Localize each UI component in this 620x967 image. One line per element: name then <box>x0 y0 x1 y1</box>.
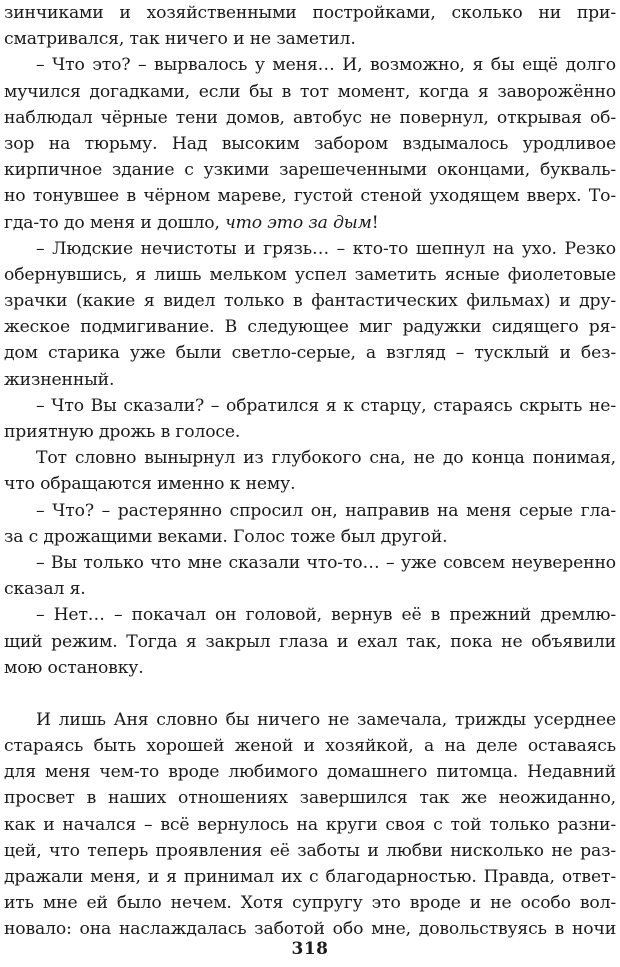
text-line: просвет в наших отношениях завершился так же неожиданно, <box>4 788 616 809</box>
text-line: – Людские нечистоты и грязь… – кто-то шепнул на ухо. Резко <box>36 238 616 259</box>
book-page <box>4 0 616 943</box>
text-line: – Вы только что мне сказали что-то… – уже совсем неуверенно <box>36 552 616 573</box>
text-line: зор на тюрьму. Над высоким забором вздымалось уродливое <box>4 133 616 154</box>
text-line: жеское подмигивание. В следующее миг радужки сидящего ря- <box>4 317 616 338</box>
text-line-with-italic <box>4 210 616 236</box>
text-line: обернувшись, я лишь мельком успел заметить ясные фиолетовые <box>4 264 616 285</box>
text-line: дражали меня, и я принимал их с благодарностью. Правда, ответ- <box>4 867 616 887</box>
text-line: кирпичное здание с узкими зарешеченными оконцами, букваль- <box>4 160 616 181</box>
text-line: жизненный. <box>4 369 115 390</box>
text-line: как и начался – всё вернулось на круги своя с той только разни- <box>4 814 616 835</box>
text-line: наблюдал чёрные тени домов, автобус не повернул, открывая об- <box>4 107 616 128</box>
text-line: что обращаются именно к нему. <box>4 474 296 495</box>
text-line: – Что? – растерянно спросил он, направив на меня серые гла- <box>36 500 616 521</box>
text-line: новало: она наслаждалась заботой обо мне, довольствуясь в ночи <box>4 919 616 940</box>
text-line: – Нет… – покачал он головой, вернув её в прежний дремлю- <box>36 605 616 626</box>
text-run: ! <box>371 212 379 233</box>
text-line: дом старика уже были светло-серые, а взгляд – тусклый и без- <box>4 343 616 364</box>
text-line: – Что Вы сказали? – обратился я к старцу, стараясь скрыть не- <box>36 395 616 416</box>
text-line: мучился догадками, если бы в тот момент, когда я заворожённо <box>4 81 616 102</box>
text-line: И лишь Аня словно бы ничего не замечала, трижды усерднее <box>36 709 616 730</box>
text-line: мою остановку. <box>4 657 144 678</box>
italic-phrase: что это за дым <box>225 212 372 233</box>
text-line: зинчиками и хозяйственными постройками, сколько ни при- <box>4 3 616 23</box>
text-line: цей, что теперь проявления её заботы и любви нисколько не раз- <box>4 840 616 861</box>
text-line: сматривался, так ничего и не заметил. <box>4 29 356 50</box>
page-number: 318 <box>291 939 329 959</box>
text-line: для меня чем-то вроде любимого домашнего питомца. Недавний <box>4 762 616 783</box>
text-line: ить мне ей было нечем. Хотя супругу это вроде и не особо вол- <box>4 893 616 914</box>
text-line: сказал я. <box>4 579 86 600</box>
text-line: щий режим. Тогда я закрыл глаза и ехал так, пока не объявили <box>4 631 616 652</box>
text-line: но тонувшее в чёрном мареве, густой стеной уходящем вверх. То- <box>4 186 616 207</box>
text-line: приятную дрожь в голосе. <box>4 422 241 442</box>
text-line: – Что это? – вырвалось у меня… И, возможно, я бы ещё долго <box>36 55 616 76</box>
text-line: зрачки (какие я видел только в фантастических фильмах) и дру- <box>4 291 616 312</box>
text-line: стараясь быть хорошей женой и хозяйкой, а на деле оставаясь <box>4 736 616 757</box>
text-line: Тот словно вынырнул из глубокого сна, не до конца понимая, <box>36 448 616 469</box>
section-break <box>4 681 616 707</box>
text-run: гда-то до меня и дошло, <box>4 212 226 233</box>
text-line: за с дрожащими веками. Голос тоже был другой. <box>4 526 448 547</box>
